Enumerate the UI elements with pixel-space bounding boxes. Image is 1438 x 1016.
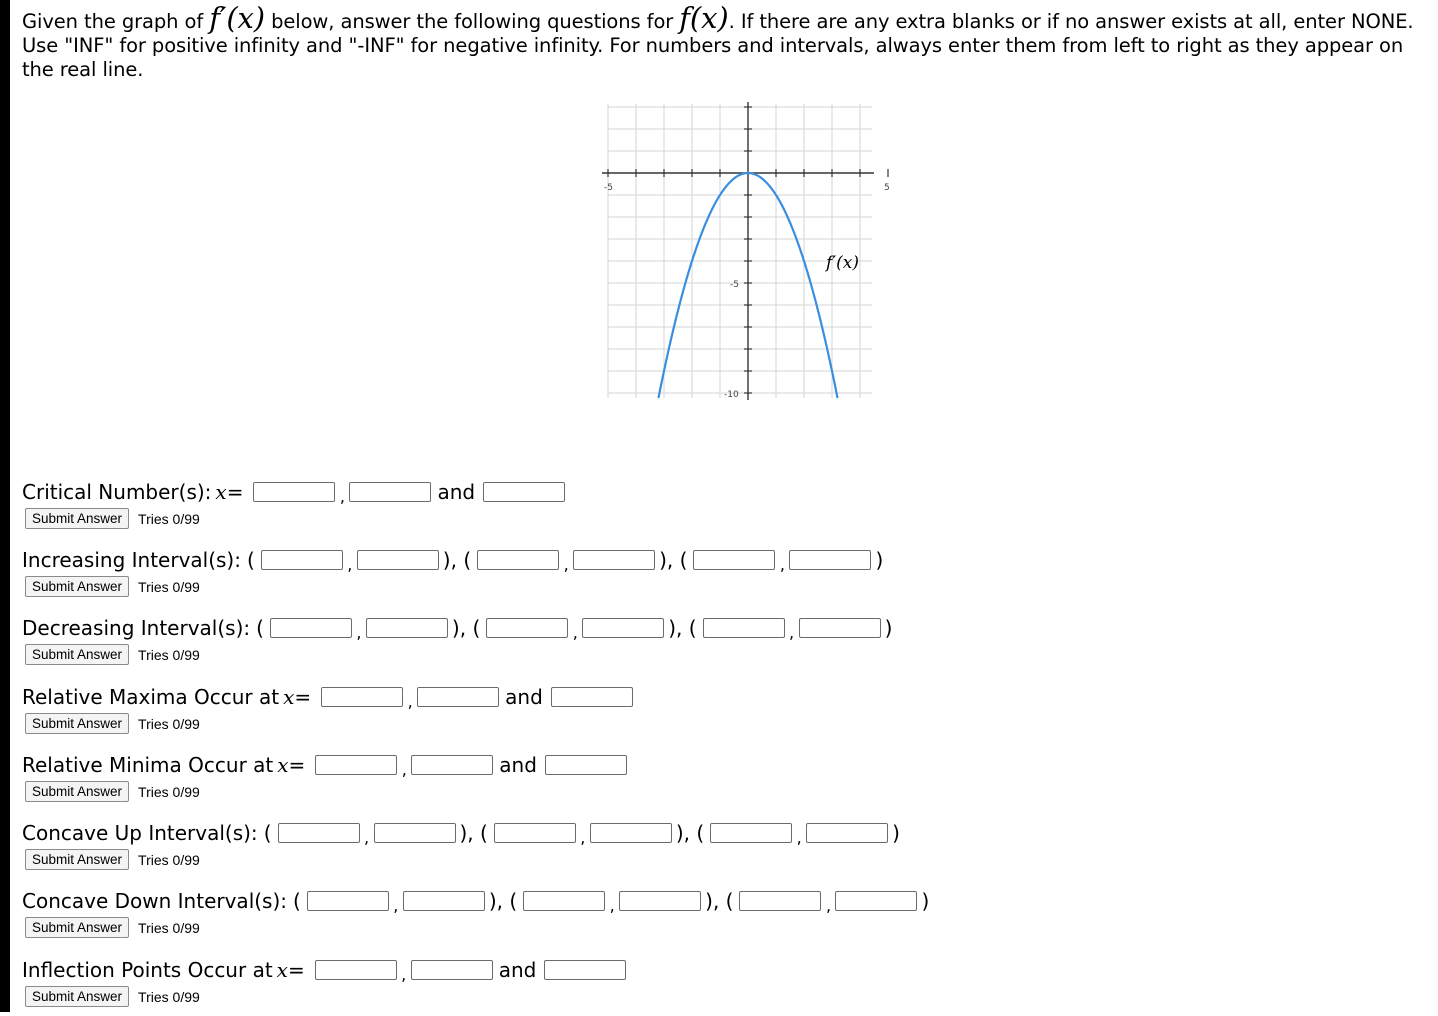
fprime-math: f′(x) — [209, 1, 266, 35]
question-line — [22, 546, 889, 574]
intro-text-1: Given the graph of — [22, 10, 210, 33]
question-line — [22, 478, 565, 506]
comma-separator: , — [339, 486, 346, 506]
question-relmin — [22, 751, 627, 811]
equals-sign: = — [287, 958, 305, 982]
math-variable-x: x — [276, 958, 288, 982]
comma-separator: , — [363, 827, 370, 847]
question-concup — [22, 819, 906, 879]
question-line — [22, 683, 633, 711]
relmax-answer-field-1[interactable] — [321, 687, 403, 707]
tries-counter: Tries 0/99 — [138, 578, 200, 595]
question-line — [22, 819, 906, 847]
critical-answer-field-1[interactable] — [253, 482, 335, 502]
question-critical — [22, 478, 565, 538]
problem-instructions — [22, 1, 1422, 82]
close-paren: ) — [875, 548, 884, 572]
tries-counter: Tries 0/99 — [138, 919, 200, 936]
interval-separator: ), ( — [705, 889, 734, 913]
relmin-answer-field-3[interactable] — [545, 755, 627, 775]
submit-row — [22, 781, 627, 802]
comma-separator: , — [825, 895, 832, 915]
tries-counter: Tries 0/99 — [138, 510, 200, 527]
question-label: Relative Maxima Occur at — [22, 685, 280, 709]
interval-separator: ), ( — [675, 821, 705, 845]
and-separator: and — [437, 480, 476, 504]
comma-separator: , — [779, 554, 785, 574]
x-tick-label-pos5: 5 — [884, 183, 890, 193]
close-paren: ) — [892, 821, 900, 845]
inflection-answer-field-1[interactable] — [315, 960, 397, 980]
question-relmax — [22, 683, 633, 743]
question-decreasing — [22, 614, 898, 674]
comma-separator: , — [796, 827, 802, 847]
increasing-interval-1-end[interactable] — [357, 550, 439, 570]
relmax-answer-field-2[interactable] — [417, 687, 499, 707]
question-concdown — [22, 887, 935, 947]
and-separator: and — [499, 753, 537, 777]
inflection-answer-field-2[interactable] — [411, 960, 493, 980]
relmax-answer-field-3[interactable] — [551, 687, 633, 707]
submit-row — [22, 986, 626, 1007]
close-paren: ) — [884, 616, 893, 640]
open-paren: ( — [293, 889, 301, 913]
open-paren: ( — [246, 548, 255, 572]
tries-counter: Tries 0/99 — [138, 783, 200, 800]
concdown-submit-answer-button[interactable]: Submit Answer — [25, 917, 129, 938]
critical-answer-field-3[interactable] — [483, 482, 565, 502]
submit-row — [22, 849, 906, 870]
concdown-interval-2-end[interactable] — [619, 891, 701, 911]
increasing-interval-3-start[interactable] — [693, 550, 775, 570]
question-line — [22, 751, 627, 779]
increasing-interval-2-end[interactable] — [573, 550, 655, 570]
question-label: Concave Down Interval(s): — [22, 889, 288, 913]
y-tick-label-neg5: -5 — [730, 280, 739, 290]
question-label: Increasing Interval(s): — [22, 548, 241, 572]
increasing-submit-answer-button[interactable]: Submit Answer — [25, 576, 129, 597]
open-paren: ( — [263, 821, 272, 845]
concdown-interval-3-start[interactable] — [739, 891, 821, 911]
question-label: Inflection Points Occur at — [22, 958, 273, 982]
question-line — [22, 887, 935, 915]
submit-row — [22, 713, 633, 734]
tries-counter: Tries 0/99 — [138, 988, 200, 1005]
relmax-submit-answer-button[interactable]: Submit Answer — [25, 713, 129, 734]
comma-separator: , — [407, 691, 413, 711]
concup-interval-2-end[interactable] — [590, 823, 672, 843]
concup-interval-3-start[interactable] — [710, 823, 792, 843]
question-label: Decreasing Interval(s): — [22, 616, 251, 640]
comma-separator: , — [401, 964, 407, 984]
fprime-graph — [582, 98, 890, 408]
question-inflection — [22, 956, 626, 1016]
question-label: Relative Minima Occur at — [22, 753, 274, 777]
decreasing-interval-2-start[interactable] — [486, 618, 568, 638]
and-separator: and — [505, 685, 543, 709]
intro-text-2: below, answer the following questions for — [265, 10, 680, 33]
concdown-interval-1-end[interactable] — [403, 891, 485, 911]
interval-separator: ), ( — [668, 616, 697, 640]
close-paren: ) — [921, 889, 930, 913]
comma-separator: , — [572, 622, 578, 642]
comma-separator: , — [393, 895, 399, 915]
open-paren: ( — [256, 616, 264, 640]
increasing-interval-3-end[interactable] — [789, 550, 871, 570]
submit-row — [22, 576, 889, 597]
comma-separator: , — [356, 622, 362, 642]
concup-interval-3-end[interactable] — [806, 823, 888, 843]
relmin-answer-field-2[interactable] — [411, 755, 493, 775]
question-increasing — [22, 546, 889, 606]
submit-row — [22, 917, 935, 938]
question-line — [22, 956, 626, 984]
interval-separator: ), ( — [659, 548, 688, 572]
question-label: Critical Number(s): — [22, 480, 212, 504]
submit-row — [22, 644, 898, 665]
concup-submit-answer-button[interactable]: Submit Answer — [25, 849, 129, 870]
tries-counter: Tries 0/99 — [138, 715, 200, 732]
question-label: Concave Up Interval(s): — [22, 821, 258, 845]
concup-interval-2-start[interactable] — [494, 823, 576, 843]
critical-answer-field-2[interactable] — [349, 482, 431, 502]
concup-interval-1-start[interactable] — [278, 823, 360, 843]
y-tick-label-neg10: -10 — [724, 390, 739, 400]
interval-separator: ), ( — [442, 548, 472, 572]
left-border-bar — [0, 0, 10, 1012]
increasing-interval-2-start[interactable] — [477, 550, 559, 570]
comma-separator: , — [401, 759, 407, 779]
equals-sign: = — [288, 753, 306, 777]
interval-separator: ), ( — [488, 889, 518, 913]
inflection-submit-answer-button[interactable]: Submit Answer — [25, 986, 129, 1007]
interval-separator: ), ( — [459, 821, 488, 845]
curve-label: f′(x) — [826, 253, 860, 273]
increasing-interval-1-start[interactable] — [261, 550, 343, 570]
comma-separator: , — [580, 827, 586, 847]
comma-separator: , — [347, 554, 353, 574]
tries-counter: Tries 0/99 — [138, 851, 200, 868]
submit-row — [22, 508, 565, 529]
relmin-answer-field-1[interactable] — [315, 755, 397, 775]
intro-text-3: . If there are any extra blanks or if no answer exists at all, enter NONE. Use "INF" for positive infinity and "-INF" for negative infinity. For numbers and intervals, always enter them from left to right as they appear on the real line. — [22, 10, 1414, 81]
f-math: f(x) — [679, 1, 729, 35]
concdown-interval-1-start[interactable] — [307, 891, 389, 911]
tries-counter: Tries 0/99 — [138, 646, 200, 663]
graph-axes — [602, 102, 888, 400]
critical-submit-answer-button[interactable]: Submit Answer — [25, 508, 129, 529]
decreasing-submit-answer-button[interactable]: Submit Answer — [25, 644, 129, 665]
decreasing-interval-1-start[interactable] — [270, 618, 352, 638]
comma-separator: , — [609, 895, 615, 915]
math-variable-x: x — [215, 480, 227, 504]
graph-grid — [608, 104, 872, 398]
equals-sign: = — [226, 480, 244, 504]
math-variable-x: x — [277, 753, 289, 777]
x-tick-label-neg5: -5 — [604, 183, 613, 193]
interval-separator: ), ( — [451, 616, 481, 640]
comma-separator: , — [563, 554, 569, 574]
decreasing-interval-3-start[interactable] — [703, 618, 785, 638]
question-line — [22, 614, 898, 642]
concup-interval-1-end[interactable] — [374, 823, 456, 843]
concdown-interval-3-end[interactable] — [835, 891, 917, 911]
decreasing-interval-3-end[interactable] — [799, 618, 881, 638]
decreasing-interval-2-end[interactable] — [582, 618, 664, 638]
math-variable-x: x — [283, 685, 295, 709]
concdown-interval-2-start[interactable] — [523, 891, 605, 911]
inflection-answer-field-3[interactable] — [544, 960, 626, 980]
comma-separator: , — [789, 622, 795, 642]
relmin-submit-answer-button[interactable]: Submit Answer — [25, 781, 129, 802]
and-separator: and — [498, 958, 537, 982]
decreasing-interval-1-end[interactable] — [366, 618, 448, 638]
equals-sign: = — [294, 685, 312, 709]
